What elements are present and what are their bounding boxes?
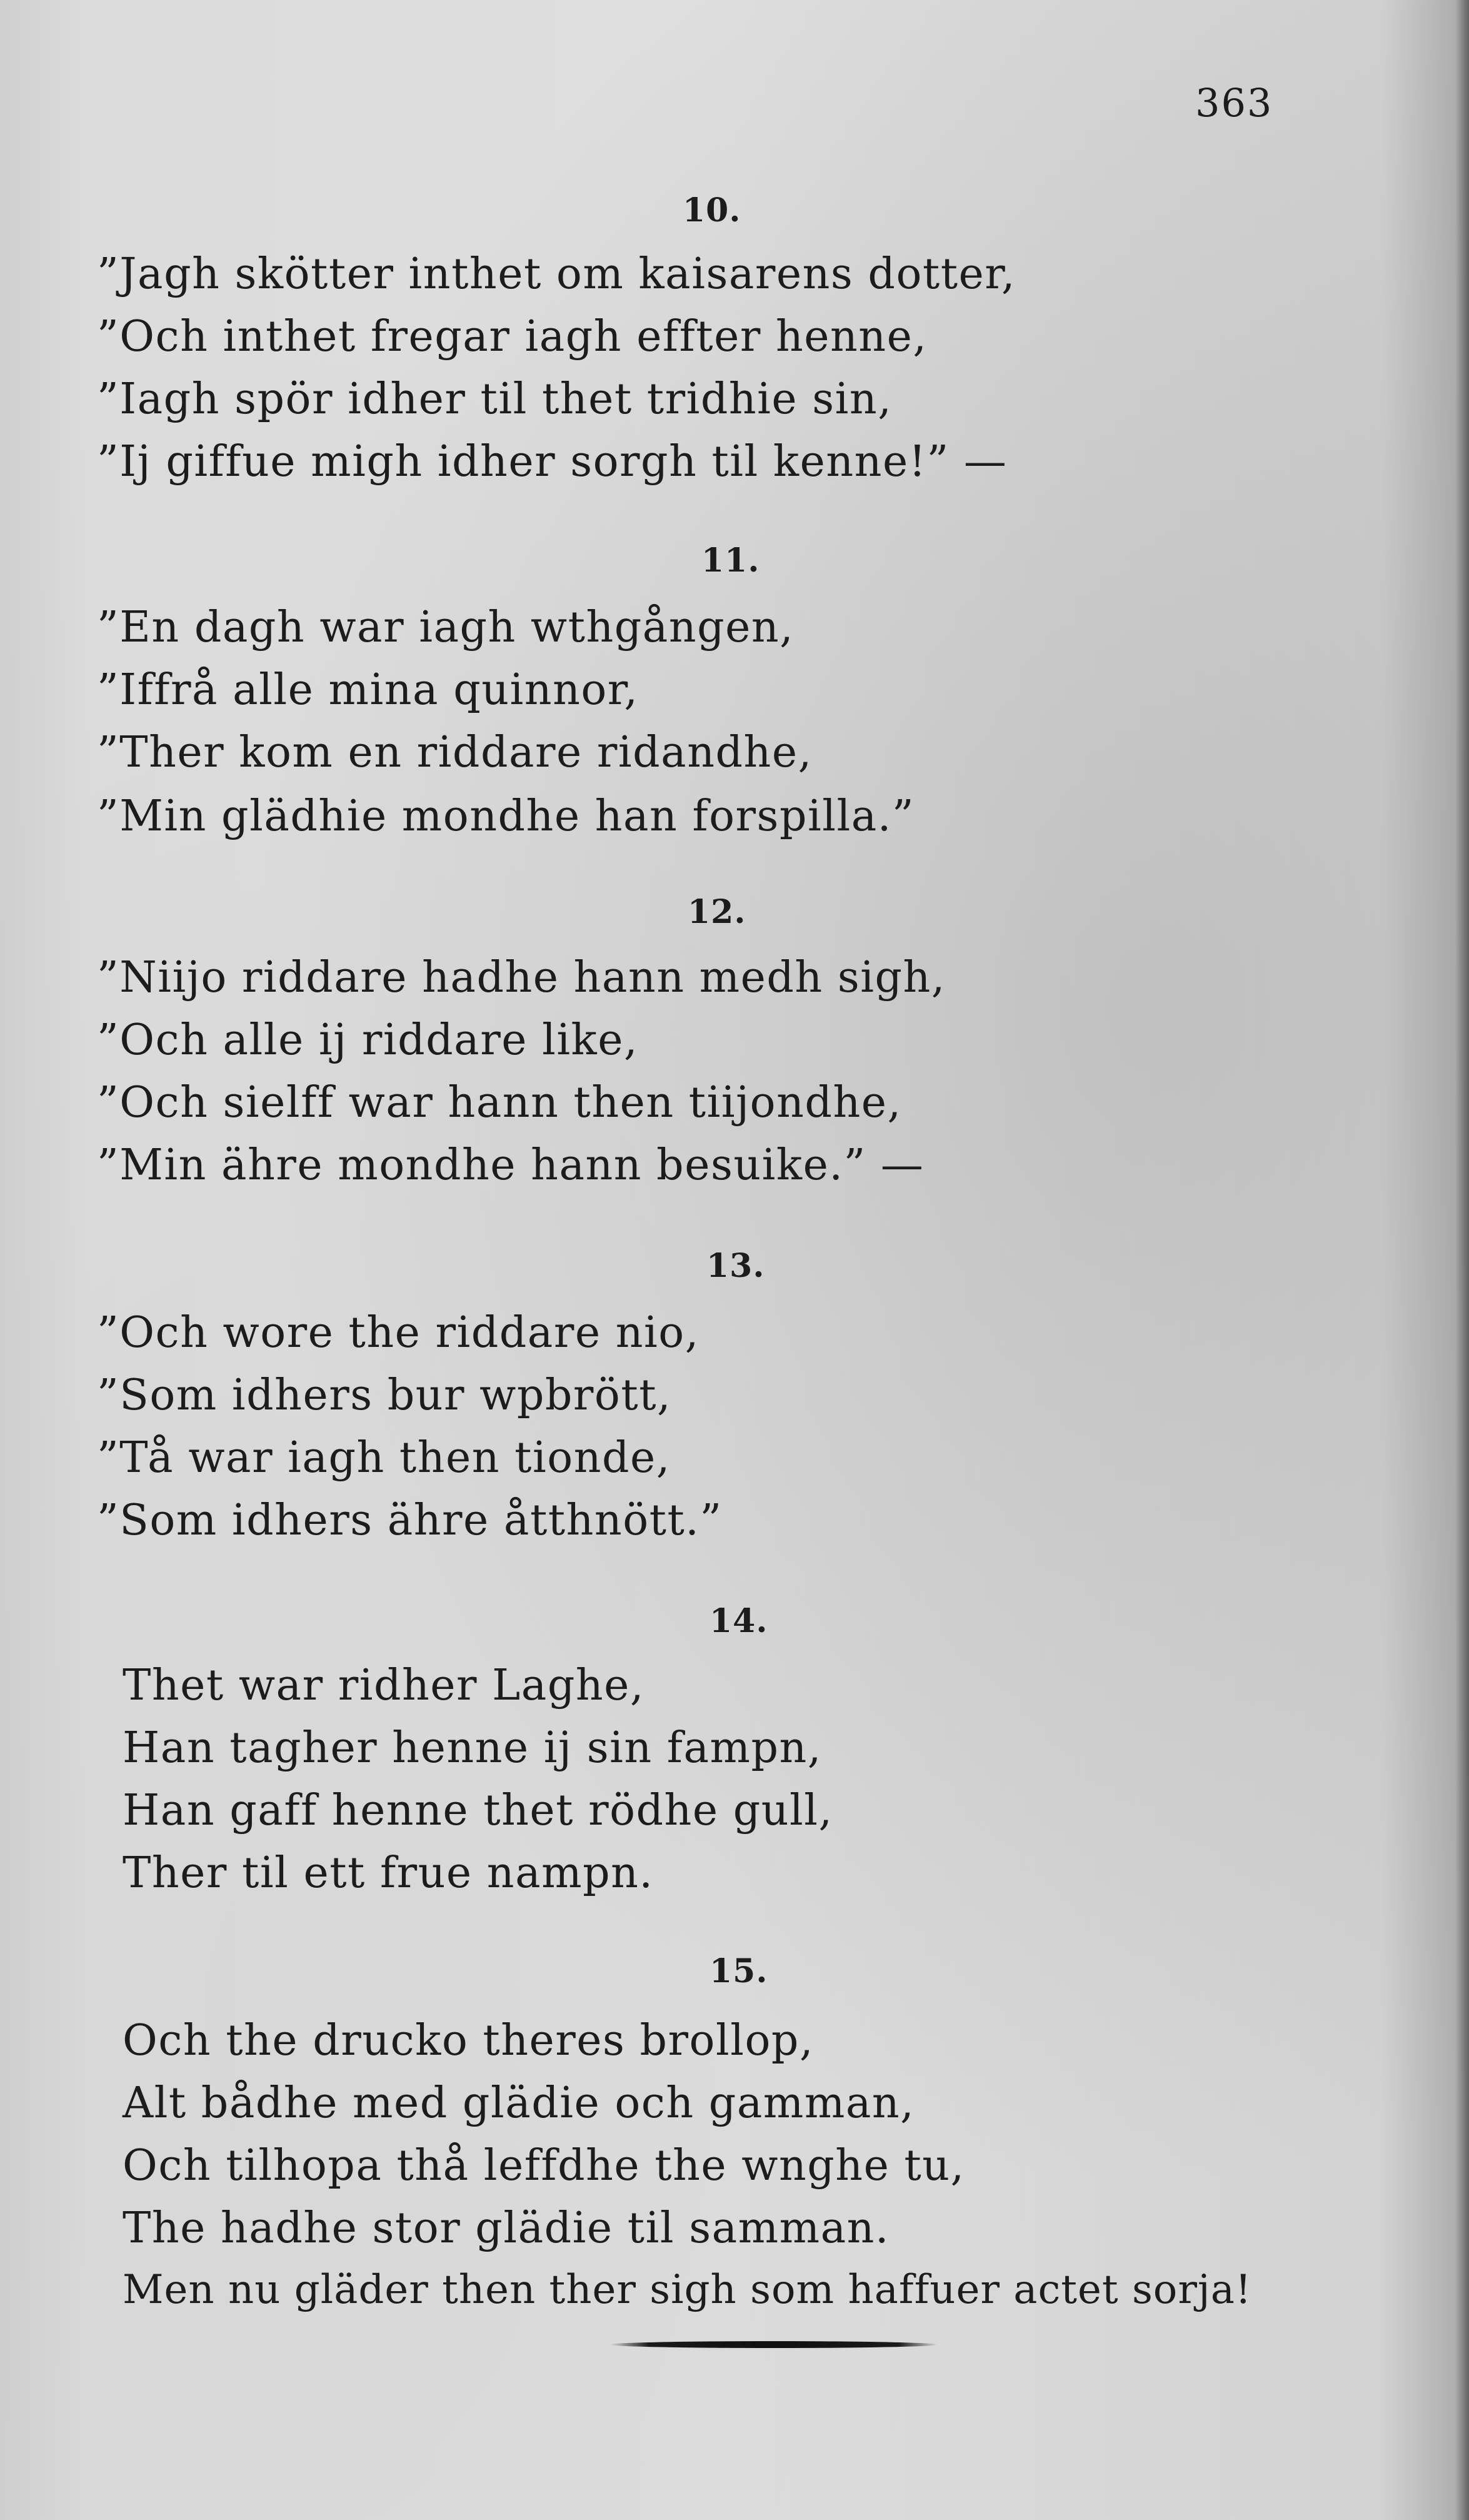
verse-line: Ther til ett frue nampn.	[123, 1848, 654, 1898]
verse-line: ”Och inthet fregar iagh effter henne,	[97, 312, 928, 361]
verse-line: ”Och sielff war hann then tiijondhe,	[97, 1078, 902, 1127]
verse-line: ”Min glädhie mondhe han forspilla.”	[97, 792, 915, 841]
stanza-number: 13.	[706, 1247, 765, 1285]
verse-line: ”Niijo riddare hadhe hann medh sigh,	[97, 953, 946, 1002]
verse-line: ”Och alle ij riddare like,	[97, 1016, 639, 1065]
verse-line: The hadhe stor glädie til samman.	[123, 2204, 890, 2253]
verse-line: ”Som idhers ähre åtthnött.”	[97, 1496, 723, 1545]
verse-line: Han tagher henne ij sin fampn,	[123, 1723, 822, 1773]
page-edge-shadow	[1455, 0, 1469, 2520]
verse-line: ”Iagh spör idher til thet tridhie sin,	[97, 375, 893, 424]
verse-line: ”Min ähre mondhe hann besuike.” —	[97, 1141, 925, 1190]
verse-line: Thet war ridher Laghe,	[123, 1661, 645, 1710]
verse-line: ”Och wore the riddare nio,	[97, 1308, 699, 1358]
verse-line: ”Iffrå alle mina quinnor,	[97, 665, 639, 715]
verse-line: ”En dagh war iagh wthgången,	[97, 603, 795, 652]
verse-line: Alt bådhe med glädie och gamman,	[123, 2079, 915, 2128]
page-number: 363	[1195, 80, 1273, 126]
verse-line: ”Ther kom en riddare ridandhe,	[97, 728, 813, 777]
verse-line: Och the drucko theres brollop,	[123, 2016, 815, 2065]
end-rule	[609, 2341, 938, 2348]
verse-line: ”Jagh skötter inthet om kaisarens dotter,	[97, 249, 1016, 299]
stanza-number: 15.	[709, 1952, 768, 1990]
verse-line: ”Tå war iagh then tionde,	[97, 1433, 671, 1483]
stanza-number: 14.	[709, 1602, 768, 1640]
stanza-number: 11.	[701, 542, 760, 580]
verse-line: Och tilhopa thå leffdhe the wnghe tu,	[123, 2141, 965, 2190]
stanza-number: 12.	[688, 893, 746, 931]
verse-line: ”Ij giffue migh idher sorgh til kenne!” —	[97, 437, 1008, 486]
stanza-number: 10.	[683, 191, 741, 229]
verse-line: Men nu gläder then ther sigh som haffuer actet sorja!	[123, 2267, 1252, 2313]
verse-line: Han gaff henne thet rödhe gull,	[123, 1786, 833, 1835]
verse-line: ”Som idhers bur wpbrött,	[97, 1371, 672, 1420]
